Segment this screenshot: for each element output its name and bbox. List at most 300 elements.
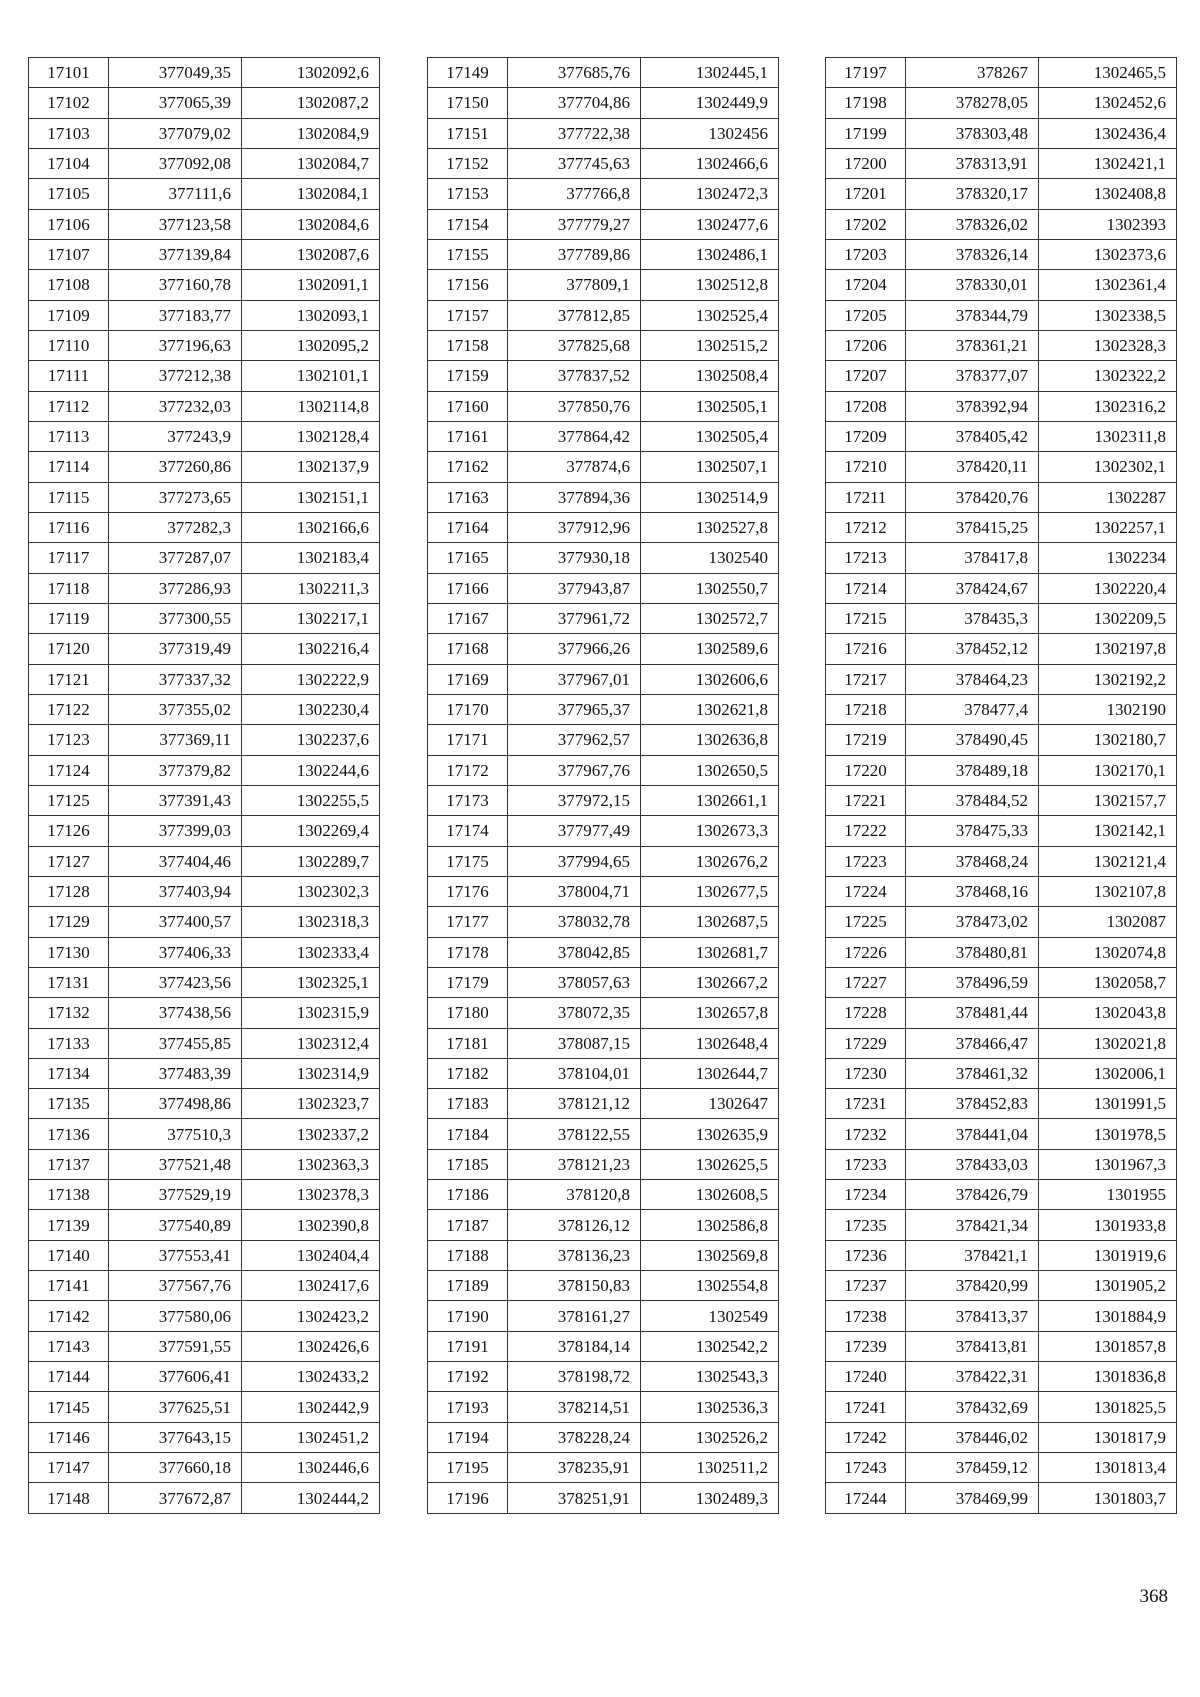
table-row — [826, 239, 1177, 269]
y-coordinate-cell: 1302687,5 — [641, 907, 779, 937]
x-coordinate-cell: 377498,86 — [109, 1089, 242, 1119]
coordinate-table-2 — [427, 57, 779, 1514]
x-coordinate-cell: 377355,02 — [109, 694, 242, 724]
y-coordinate-cell: 1302472,3 — [641, 179, 779, 209]
x-coordinate-cell: 378420,76 — [906, 482, 1039, 512]
table-row — [29, 239, 380, 269]
table-row — [29, 512, 380, 542]
y-coordinate-cell: 1302451,2 — [242, 1422, 380, 1452]
table-row — [428, 1119, 779, 1149]
point-id-cell: 17220 — [826, 755, 906, 785]
y-coordinate-cell: 1302084,7 — [242, 148, 380, 178]
y-coordinate-cell: 1302312,4 — [242, 1028, 380, 1058]
point-id-cell: 17221 — [826, 785, 906, 815]
x-coordinate-cell: 378481,44 — [906, 998, 1039, 1028]
table-row — [29, 148, 380, 178]
table-row — [29, 1240, 380, 1270]
y-coordinate-cell: 1302128,4 — [242, 421, 380, 451]
point-id-cell: 17153 — [428, 179, 508, 209]
y-coordinate-cell: 1302211,3 — [242, 573, 380, 603]
y-coordinate-cell: 1302287 — [1039, 482, 1177, 512]
y-coordinate-cell: 1302333,4 — [242, 937, 380, 967]
table-row — [826, 300, 1177, 330]
point-id-cell: 17149 — [428, 58, 508, 88]
table-row — [29, 482, 380, 512]
table-row — [29, 421, 380, 451]
x-coordinate-cell: 377319,49 — [109, 634, 242, 664]
point-id-cell: 17171 — [428, 725, 508, 755]
y-coordinate-cell: 1302318,3 — [242, 907, 380, 937]
point-id-cell: 17119 — [29, 603, 109, 633]
table-row — [428, 118, 779, 148]
table-row — [428, 876, 779, 906]
x-coordinate-cell: 378303,48 — [906, 118, 1039, 148]
y-coordinate-cell: 1302650,5 — [641, 755, 779, 785]
point-id-cell: 17229 — [826, 1028, 906, 1058]
y-coordinate-cell: 1302644,7 — [641, 1058, 779, 1088]
table-row — [29, 816, 380, 846]
x-coordinate-cell: 377260,86 — [109, 452, 242, 482]
y-coordinate-cell: 1302572,7 — [641, 603, 779, 633]
y-coordinate-cell: 1302569,8 — [641, 1240, 779, 1270]
y-coordinate-cell: 1302311,8 — [1039, 421, 1177, 451]
y-coordinate-cell: 1301919,6 — [1039, 1240, 1177, 1270]
x-coordinate-cell: 377660,18 — [109, 1453, 242, 1483]
y-coordinate-cell: 1302322,2 — [1039, 361, 1177, 391]
y-coordinate-cell: 1302257,1 — [1039, 512, 1177, 542]
x-coordinate-cell: 378413,37 — [906, 1301, 1039, 1331]
x-coordinate-cell: 378361,21 — [906, 330, 1039, 360]
point-id-cell: 17188 — [428, 1240, 508, 1270]
x-coordinate-cell: 377369,11 — [109, 725, 242, 755]
table-row — [826, 1453, 1177, 1483]
x-coordinate-cell: 377049,35 — [109, 58, 242, 88]
x-coordinate-cell: 377567,76 — [109, 1271, 242, 1301]
table-row — [428, 1240, 779, 1270]
x-coordinate-cell: 377438,56 — [109, 998, 242, 1028]
y-coordinate-cell: 1302314,9 — [242, 1058, 380, 1088]
x-coordinate-cell: 377287,07 — [109, 543, 242, 573]
point-id-cell: 17161 — [428, 421, 508, 451]
point-id-cell: 17114 — [29, 452, 109, 482]
x-coordinate-cell: 377962,57 — [508, 725, 641, 755]
y-coordinate-cell: 1302338,5 — [1039, 300, 1177, 330]
x-coordinate-cell: 377212,38 — [109, 361, 242, 391]
x-coordinate-cell: 378433,03 — [906, 1149, 1039, 1179]
y-coordinate-cell: 1302074,8 — [1039, 937, 1177, 967]
point-id-cell: 17190 — [428, 1301, 508, 1331]
y-coordinate-cell: 1302608,5 — [641, 1180, 779, 1210]
point-id-cell: 17233 — [826, 1149, 906, 1179]
y-coordinate-cell: 1302361,4 — [1039, 270, 1177, 300]
point-id-cell: 17173 — [428, 785, 508, 815]
y-coordinate-cell: 1302625,5 — [641, 1149, 779, 1179]
point-id-cell: 17152 — [428, 148, 508, 178]
x-coordinate-cell: 377337,32 — [109, 664, 242, 694]
y-coordinate-cell: 1302606,6 — [641, 664, 779, 694]
table-row — [826, 209, 1177, 239]
x-coordinate-cell: 377521,48 — [109, 1149, 242, 1179]
x-coordinate-cell: 378087,15 — [508, 1028, 641, 1058]
point-id-cell: 17191 — [428, 1331, 508, 1361]
table-row — [29, 452, 380, 482]
x-coordinate-cell: 377196,63 — [109, 330, 242, 360]
x-coordinate-cell: 378420,99 — [906, 1271, 1039, 1301]
table-row — [29, 1483, 380, 1513]
table-row — [29, 1149, 380, 1179]
x-coordinate-cell: 377850,76 — [508, 391, 641, 421]
x-coordinate-cell: 378468,16 — [906, 876, 1039, 906]
x-coordinate-cell: 377391,43 — [109, 785, 242, 815]
y-coordinate-cell: 1301991,5 — [1039, 1089, 1177, 1119]
x-coordinate-cell: 377864,42 — [508, 421, 641, 451]
table-row — [29, 1028, 380, 1058]
point-id-cell: 17133 — [29, 1028, 109, 1058]
point-id-cell: 17131 — [29, 967, 109, 997]
y-coordinate-cell: 1302536,3 — [641, 1392, 779, 1422]
x-coordinate-cell: 377243,9 — [109, 421, 242, 451]
x-coordinate-cell: 378421,34 — [906, 1210, 1039, 1240]
point-id-cell: 17137 — [29, 1149, 109, 1179]
table-row — [826, 967, 1177, 997]
point-id-cell: 17189 — [428, 1271, 508, 1301]
point-id-cell: 17185 — [428, 1149, 508, 1179]
point-id-cell: 17104 — [29, 148, 109, 178]
point-id-cell: 17234 — [826, 1180, 906, 1210]
y-coordinate-cell: 1302442,9 — [242, 1392, 380, 1422]
table-row — [29, 634, 380, 664]
y-coordinate-cell: 1302142,1 — [1039, 816, 1177, 846]
table-row — [826, 148, 1177, 178]
y-coordinate-cell: 1302586,8 — [641, 1210, 779, 1240]
x-coordinate-cell: 378421,1 — [906, 1240, 1039, 1270]
x-coordinate-cell: 377977,49 — [508, 816, 641, 846]
x-coordinate-cell: 377483,39 — [109, 1058, 242, 1088]
point-id-cell: 17209 — [826, 421, 906, 451]
table-row — [428, 330, 779, 360]
table-row — [826, 634, 1177, 664]
table-row — [826, 1210, 1177, 1240]
point-id-cell: 17155 — [428, 239, 508, 269]
y-coordinate-cell: 1302527,8 — [641, 512, 779, 542]
table-row — [29, 1119, 380, 1149]
point-id-cell: 17195 — [428, 1453, 508, 1483]
y-coordinate-cell: 1302525,4 — [641, 300, 779, 330]
x-coordinate-cell: 378042,85 — [508, 937, 641, 967]
x-coordinate-cell: 378251,91 — [508, 1483, 641, 1513]
table-row — [826, 816, 1177, 846]
point-id-cell: 17210 — [826, 452, 906, 482]
y-coordinate-cell: 1302114,8 — [242, 391, 380, 421]
y-coordinate-cell: 1302512,8 — [641, 270, 779, 300]
x-coordinate-cell: 378228,24 — [508, 1422, 641, 1452]
table-row — [826, 1149, 1177, 1179]
table-row — [826, 937, 1177, 967]
y-coordinate-cell: 1302677,5 — [641, 876, 779, 906]
x-coordinate-cell: 377722,38 — [508, 118, 641, 148]
table-row — [29, 755, 380, 785]
y-coordinate-cell: 1302021,8 — [1039, 1028, 1177, 1058]
table-row — [826, 361, 1177, 391]
table-row — [29, 1331, 380, 1361]
x-coordinate-cell: 377685,76 — [508, 58, 641, 88]
y-coordinate-cell: 1302489,3 — [641, 1483, 779, 1513]
point-id-cell: 17169 — [428, 664, 508, 694]
point-id-cell: 17181 — [428, 1028, 508, 1058]
x-coordinate-cell: 378326,14 — [906, 239, 1039, 269]
table-row — [826, 725, 1177, 755]
x-coordinate-cell: 377874,6 — [508, 452, 641, 482]
x-coordinate-cell: 377961,72 — [508, 603, 641, 633]
point-id-cell: 17178 — [428, 937, 508, 967]
point-id-cell: 17212 — [826, 512, 906, 542]
x-coordinate-cell: 377282,3 — [109, 512, 242, 542]
x-coordinate-cell: 377123,58 — [109, 209, 242, 239]
table-row — [428, 1453, 779, 1483]
x-coordinate-cell: 378320,17 — [906, 179, 1039, 209]
y-coordinate-cell: 1302486,1 — [641, 239, 779, 269]
point-id-cell: 17166 — [428, 573, 508, 603]
point-id-cell: 17239 — [826, 1331, 906, 1361]
point-id-cell: 17102 — [29, 88, 109, 118]
y-coordinate-cell: 1301967,3 — [1039, 1149, 1177, 1179]
point-id-cell: 17175 — [428, 846, 508, 876]
point-id-cell: 17222 — [826, 816, 906, 846]
x-coordinate-cell: 378473,02 — [906, 907, 1039, 937]
y-coordinate-cell: 1302477,6 — [641, 209, 779, 239]
x-coordinate-cell: 378466,47 — [906, 1028, 1039, 1058]
x-coordinate-cell: 378032,78 — [508, 907, 641, 937]
table-row — [29, 88, 380, 118]
point-id-cell: 17216 — [826, 634, 906, 664]
y-coordinate-cell: 1302433,2 — [242, 1362, 380, 1392]
table-row — [826, 421, 1177, 451]
y-coordinate-cell: 1302636,8 — [641, 725, 779, 755]
y-coordinate-cell: 1302648,4 — [641, 1028, 779, 1058]
table-row — [428, 725, 779, 755]
table-row — [428, 1362, 779, 1392]
y-coordinate-cell: 1301933,8 — [1039, 1210, 1177, 1240]
table-row — [29, 1422, 380, 1452]
point-id-cell: 17205 — [826, 300, 906, 330]
point-id-cell: 17240 — [826, 1362, 906, 1392]
table-row — [428, 270, 779, 300]
x-coordinate-cell: 377966,26 — [508, 634, 641, 664]
table-row — [29, 603, 380, 633]
point-id-cell: 17217 — [826, 664, 906, 694]
point-id-cell: 17218 — [826, 694, 906, 724]
y-coordinate-cell: 1302216,4 — [242, 634, 380, 664]
table-row — [826, 391, 1177, 421]
x-coordinate-cell: 378150,83 — [508, 1271, 641, 1301]
x-coordinate-cell: 377540,89 — [109, 1210, 242, 1240]
x-coordinate-cell: 378413,81 — [906, 1331, 1039, 1361]
point-id-cell: 17241 — [826, 1392, 906, 1422]
y-coordinate-cell: 1302084,1 — [242, 179, 380, 209]
x-coordinate-cell: 378120,8 — [508, 1180, 641, 1210]
y-coordinate-cell: 1302426,6 — [242, 1331, 380, 1361]
y-coordinate-cell: 1302508,4 — [641, 361, 779, 391]
y-coordinate-cell: 1302087,2 — [242, 88, 380, 118]
point-id-cell: 17127 — [29, 846, 109, 876]
point-id-cell: 17228 — [826, 998, 906, 1028]
point-id-cell: 17124 — [29, 755, 109, 785]
point-id-cell: 17148 — [29, 1483, 109, 1513]
point-id-cell: 17187 — [428, 1210, 508, 1240]
table-row — [428, 634, 779, 664]
point-id-cell: 17115 — [29, 482, 109, 512]
table-row — [29, 118, 380, 148]
point-id-cell: 17211 — [826, 482, 906, 512]
table-row — [29, 937, 380, 967]
y-coordinate-cell: 1302217,1 — [242, 603, 380, 633]
point-id-cell: 17219 — [826, 725, 906, 755]
point-id-cell: 17177 — [428, 907, 508, 937]
point-id-cell: 17231 — [826, 1089, 906, 1119]
point-id-cell: 17232 — [826, 1119, 906, 1149]
x-coordinate-cell: 377580,06 — [109, 1301, 242, 1331]
y-coordinate-cell: 1302554,8 — [641, 1271, 779, 1301]
x-coordinate-cell: 378004,71 — [508, 876, 641, 906]
x-coordinate-cell: 377183,77 — [109, 300, 242, 330]
table-row — [826, 179, 1177, 209]
x-coordinate-cell: 377404,46 — [109, 846, 242, 876]
x-coordinate-cell: 377967,01 — [508, 664, 641, 694]
table-row — [826, 1392, 1177, 1422]
table-row — [826, 1058, 1177, 1088]
x-coordinate-cell: 377812,85 — [508, 300, 641, 330]
table-row — [428, 1210, 779, 1240]
y-coordinate-cell: 1301884,9 — [1039, 1301, 1177, 1331]
y-coordinate-cell: 1302621,8 — [641, 694, 779, 724]
x-coordinate-cell: 378344,79 — [906, 300, 1039, 330]
y-coordinate-cell: 1302209,5 — [1039, 603, 1177, 633]
table-row — [29, 1453, 380, 1483]
point-id-cell: 17120 — [29, 634, 109, 664]
x-coordinate-cell: 377286,93 — [109, 573, 242, 603]
table-row — [29, 876, 380, 906]
table-row — [29, 664, 380, 694]
y-coordinate-cell: 1301825,5 — [1039, 1392, 1177, 1422]
table-row — [428, 148, 779, 178]
y-coordinate-cell: 1302302,3 — [242, 876, 380, 906]
x-coordinate-cell: 377643,15 — [109, 1422, 242, 1452]
point-id-cell: 17143 — [29, 1331, 109, 1361]
table-row — [428, 1483, 779, 1513]
y-coordinate-cell: 1301905,2 — [1039, 1271, 1177, 1301]
y-coordinate-cell: 1302505,1 — [641, 391, 779, 421]
table-row — [29, 391, 380, 421]
page-number: 368 — [1139, 1586, 1168, 1607]
y-coordinate-cell: 1302006,1 — [1039, 1058, 1177, 1088]
y-coordinate-cell: 1302647 — [641, 1089, 779, 1119]
x-coordinate-cell: 378313,91 — [906, 148, 1039, 178]
y-coordinate-cell: 1302084,9 — [242, 118, 380, 148]
x-coordinate-cell: 377704,86 — [508, 88, 641, 118]
x-coordinate-cell: 378072,35 — [508, 998, 641, 1028]
y-coordinate-cell: 1302635,9 — [641, 1119, 779, 1149]
table-row — [428, 573, 779, 603]
y-coordinate-cell: 1302505,4 — [641, 421, 779, 451]
point-id-cell: 17111 — [29, 361, 109, 391]
x-coordinate-cell: 377912,96 — [508, 512, 641, 542]
y-coordinate-cell: 1302681,7 — [641, 937, 779, 967]
point-id-cell: 17200 — [826, 148, 906, 178]
table-row — [29, 846, 380, 876]
y-coordinate-cell: 1302092,6 — [242, 58, 380, 88]
table-row — [428, 603, 779, 633]
table-row — [428, 361, 779, 391]
point-id-cell: 17139 — [29, 1210, 109, 1240]
x-coordinate-cell: 377379,82 — [109, 755, 242, 785]
table-row — [826, 755, 1177, 785]
point-id-cell: 17244 — [826, 1483, 906, 1513]
table-row — [428, 755, 779, 785]
x-coordinate-cell: 378452,12 — [906, 634, 1039, 664]
x-coordinate-cell: 377591,55 — [109, 1331, 242, 1361]
point-id-cell: 17207 — [826, 361, 906, 391]
table-row — [826, 1331, 1177, 1361]
table-row — [428, 1331, 779, 1361]
y-coordinate-cell: 1302423,2 — [242, 1301, 380, 1331]
point-id-cell: 17164 — [428, 512, 508, 542]
y-coordinate-cell: 1302244,6 — [242, 755, 380, 785]
y-coordinate-cell: 1302269,4 — [242, 816, 380, 846]
point-id-cell: 17183 — [428, 1089, 508, 1119]
table-row — [428, 239, 779, 269]
point-id-cell: 17129 — [29, 907, 109, 937]
y-coordinate-cell: 1302511,2 — [641, 1453, 779, 1483]
table-row — [826, 907, 1177, 937]
point-id-cell: 17126 — [29, 816, 109, 846]
table-row — [826, 1301, 1177, 1331]
y-coordinate-cell: 1302043,8 — [1039, 998, 1177, 1028]
x-coordinate-cell: 378480,81 — [906, 937, 1039, 967]
point-id-cell: 17236 — [826, 1240, 906, 1270]
y-coordinate-cell: 1302234 — [1039, 543, 1177, 573]
x-coordinate-cell: 377994,65 — [508, 846, 641, 876]
x-coordinate-cell: 377139,84 — [109, 239, 242, 269]
y-coordinate-cell: 1302325,1 — [242, 967, 380, 997]
point-id-cell: 17204 — [826, 270, 906, 300]
table-row — [428, 482, 779, 512]
point-id-cell: 17135 — [29, 1089, 109, 1119]
point-id-cell: 17213 — [826, 543, 906, 573]
y-coordinate-cell: 1302421,1 — [1039, 148, 1177, 178]
x-coordinate-cell: 377092,08 — [109, 148, 242, 178]
point-id-cell: 17140 — [29, 1240, 109, 1270]
table-row — [826, 482, 1177, 512]
y-coordinate-cell: 1302190 — [1039, 694, 1177, 724]
point-id-cell: 17147 — [29, 1453, 109, 1483]
table-row — [428, 1180, 779, 1210]
y-coordinate-cell: 1302183,4 — [242, 543, 380, 573]
table-row — [29, 1392, 380, 1422]
table-row — [428, 937, 779, 967]
y-coordinate-cell: 1302507,1 — [641, 452, 779, 482]
table-row — [29, 1089, 380, 1119]
table-row — [29, 361, 380, 391]
y-coordinate-cell: 1301857,8 — [1039, 1331, 1177, 1361]
point-id-cell: 17165 — [428, 543, 508, 573]
point-id-cell: 17160 — [428, 391, 508, 421]
x-coordinate-cell: 378464,23 — [906, 664, 1039, 694]
point-id-cell: 17184 — [428, 1119, 508, 1149]
point-id-cell: 17176 — [428, 876, 508, 906]
table-row — [826, 846, 1177, 876]
y-coordinate-cell: 1302589,6 — [641, 634, 779, 664]
y-coordinate-cell: 1302515,2 — [641, 330, 779, 360]
